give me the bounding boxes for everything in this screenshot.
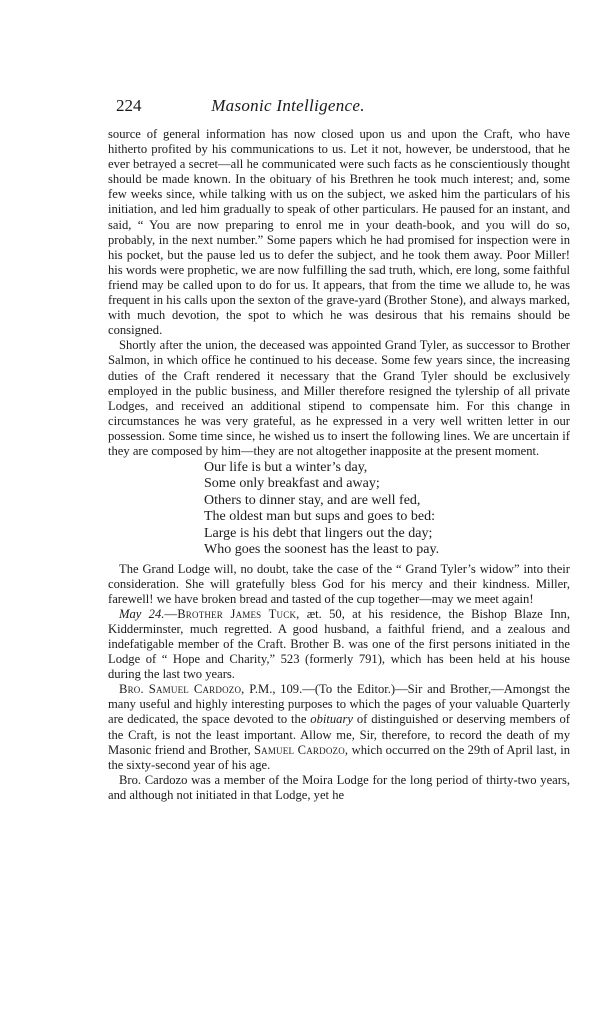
poem-line: Our life is but a winter’s day, <box>204 460 368 476</box>
paragraph-grand-tyler: Shortly after the union, the deceased was appointed Grand Tyler, as successor to Brother Salmon, in which office he continued to his decease. Some few years since, the increasing duties of the Craft rendered it necessary that the Grand Tyler should be exclusively employed in the public business, and Miller therefore resigned the tylership of all private Lodges, and received an additional stipend to compensate him. For this change in circumstances he was very grateful, as he expressed in a very well written letter in our possession. Some time since, he wished us to insert the following lines. We are uncertain if they are composed by him—they are not altogether inapposite at the present moment. <box>108 338 570 458</box>
page-number: 224 <box>116 96 142 115</box>
obituary-text: which occurred on the 29th of April last, in the sixty-second year of his age. <box>108 742 570 772</box>
obituary-name: —Brother James Tuck, <box>164 606 300 621</box>
poem-line: The oldest man but sups and goes to bed: <box>204 509 435 525</box>
obituary-text: of distinguished or deserving members of the Craft, is not the least important. Allow me, Sir, therefore, to record the death of my Masonic friend and Brother, <box>108 712 570 757</box>
paragraph-grand-lodge: The Grand Lodge will, no doubt, take the case of the “ Grand Tyler’s widow” into their consideration. She will gratefully bless God for his mercy and their kindness. Miller, farewell! we have broken bread and tasted of the cup together—may we meet again! <box>108 561 570 606</box>
poem-line: Large is his debt that lingers out the day; <box>204 525 433 541</box>
article-body <box>108 127 570 803</box>
paragraph-samuel-cardozo <box>108 682 570 773</box>
poem-line: Some only breakfast and away; <box>204 476 380 492</box>
paragraph-miller-obituary: source of general information has now closed upon us and upon the Craft, who have hitherto profited by his communications to us. Let it not, however, be understood, that he ever betrayed a secret—all he communicated were such facts as he conscientiously thought should be made known. In the obituary of his Brethren he took much interest; and, some few weeks since, while talking with us on the subject, we asked him the particulars of his initiation, and led him gradually to speak of other particulars. He paused for an instant, and said, “ You are now preparing to enrol me in your death-book, and you will do so, probably, in the next number.” Some papers which he had promised for inspection were in his pocket, but the pause led us to defer the subject, and he took them away. Poor Miller! his words were prophetic, we are now fulfilling the sad truth, which, ere long, some faithful friend may be called upon to do for us. It appears, that from the time we allude to, he was frequent in his calls upon the sexton of the grave-yard (Brother Stone), and always marked, with much devotion, the spot to which he was desirous that his remains should be consigned. <box>108 127 570 338</box>
page-header <box>116 96 460 120</box>
obituary-name: Bro. Samuel Cardozo, <box>119 682 245 697</box>
poem-line: Others to dinner stay, and are well fed, <box>204 492 421 508</box>
paragraph-james-tuck <box>108 607 570 682</box>
obituary-text: P.M., 109.—(To the Editor.)—Sir and Brother,—Amongst the many useful and highly interesting purposes to which the pages of your valuable Quarterly are dedicated, the space devoted to the <box>108 682 570 727</box>
paragraph-cardozo-moira: Bro. Cardozo was a member of the Moira Lodge for the long period of thirty-two years, and although not initiated in that Lodge, yet he <box>108 772 570 802</box>
obituary-date: May 24. <box>119 606 165 621</box>
obituary-name: Samuel Cardozo, <box>253 742 349 757</box>
running-title: Masonic Intelligence. <box>211 96 365 115</box>
poem-line: Who goes the soonest has the least to pay. <box>204 542 440 558</box>
obituary-text: æt. 50, at his residence, the Bishop Blaze Inn, Kidderminster, much regretted. A good husband, a faithful friend, and a zealous and indefatigable member of the Craft. Brother B. was one of the first persons initiated in the Lodge of “ Hope and Charity,” 523 (formerly 791), which has been held at his house during the last two years. <box>108 606 570 682</box>
poem <box>204 460 570 558</box>
emphasis-text: obituary <box>310 712 353 727</box>
